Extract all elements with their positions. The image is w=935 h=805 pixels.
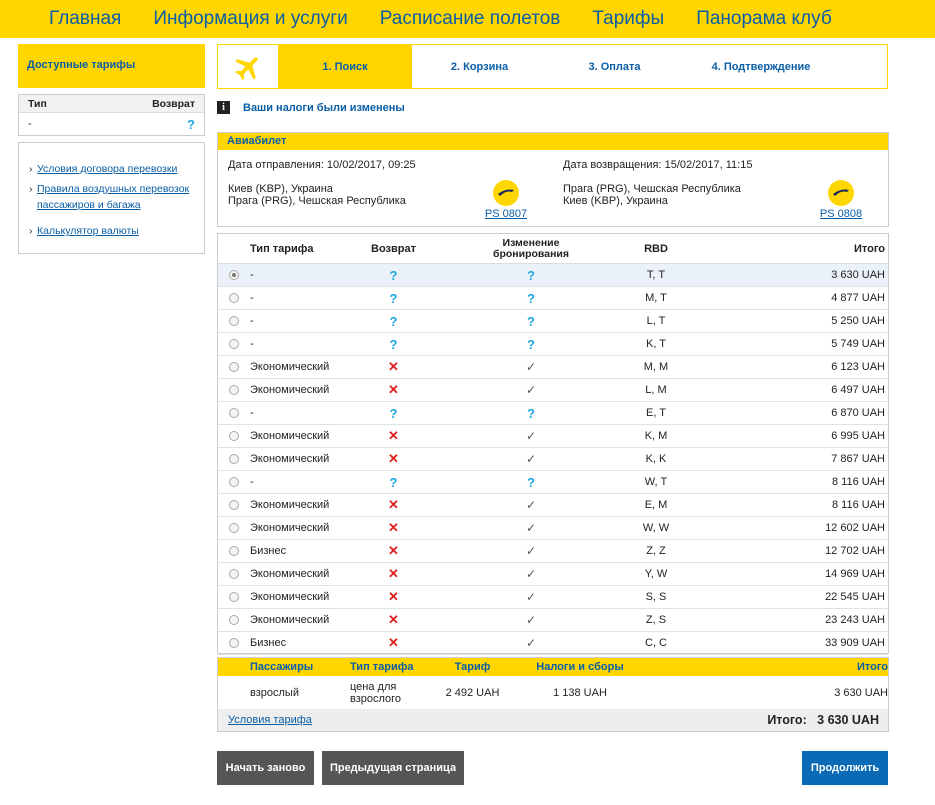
fare-radio[interactable] [229,638,239,648]
fare-row[interactable] [218,333,888,356]
change-check-icon: ✓ [525,567,537,581]
fare-price: 33 909 UAH [825,637,885,649]
fare-radio[interactable] [229,500,239,510]
outbound-flight [484,180,528,220]
fare-radio[interactable] [229,293,239,303]
fare-row[interactable] [218,471,888,494]
grand-total-value: 3 630 UAH [817,713,879,727]
inbound-leg [563,159,863,220]
summary-fare-type-line1: цена для [350,680,397,693]
change-question-icon[interactable]: ? [527,405,535,421]
summary-col-taxes: Налоги и сборы [536,661,624,673]
fare-price: 6 995 UAH [831,430,885,442]
fare-rbd: K, M [644,430,668,442]
fares-table-header [218,234,888,264]
grand-total [767,713,879,727]
airline-logo-icon [493,180,519,206]
fare-price: 8 116 UAH [832,476,885,488]
change-question-icon[interactable]: ? [527,290,535,306]
link-currency-calculator[interactable]: Калькулятор валюты [37,225,139,237]
fare-radio[interactable] [229,615,239,625]
nav-item-fares[interactable]: Тарифы [592,8,665,29]
fare-type: Экономический [250,453,330,465]
change-question-icon[interactable]: ? [527,267,535,283]
fare-price: 12 702 UAH [825,545,885,557]
fare-type: Экономический [250,591,330,603]
fares-table [217,233,889,654]
fare-price: 5 749 UAH [831,338,885,350]
fare-row[interactable] [218,632,888,655]
fare-price: 8 116 UAH [832,499,885,511]
taxes-notice [217,101,405,114]
fare-rbd: W, W [642,522,670,534]
fare-rbd: M, M [643,361,669,373]
fare-row[interactable] [218,425,888,448]
fare-type: - [250,269,254,281]
fare-row[interactable] [218,563,888,586]
fare-rbd: K, K [645,453,667,465]
fare-row[interactable] [218,264,888,287]
sidebar-col-type: Тип [28,97,47,110]
refund-cross-icon: ✕ [388,359,399,374]
nav-item-home[interactable]: Главная [49,8,122,29]
refund-cross-icon: ✕ [388,589,399,604]
col-refund: Возврат [371,242,416,255]
fare-price: 22 545 UAH [825,591,885,603]
fare-radio[interactable] [229,592,239,602]
fare-rbd: S, S [645,591,667,603]
grand-total-label: Итого: [767,713,807,727]
refund-cross-icon: ✕ [388,612,399,627]
change-question-icon[interactable]: ? [527,474,535,490]
step-confirmation: 4. Подтверждение [711,60,811,73]
sidebar-link-item [29,161,194,177]
fare-rbd: L, T [646,315,666,327]
change-check-icon: ✓ [525,544,537,558]
change-question-icon[interactable]: ? [527,313,535,329]
sidebar-fare-table [18,94,205,136]
refund-question-icon[interactable]: ? [389,267,398,283]
fare-row[interactable] [218,540,888,563]
fare-radio[interactable] [229,362,239,372]
summary-col-fare: Тариф [454,661,491,673]
change-check-icon: ✓ [525,590,537,604]
ticket-panel [217,132,889,227]
refund-cross-icon: ✕ [388,543,399,558]
change-check-icon: ✓ [525,360,537,374]
fare-row[interactable] [218,586,888,609]
fare-rbd: E, T [646,407,666,419]
fare-price: 14 969 UAH [825,568,885,580]
fare-rbd: E, M [644,499,668,511]
step-payment: 3. Оплата [588,60,641,73]
summary-passengers: взрослый [250,686,299,699]
refund-cross-icon: ✕ [388,520,399,535]
fare-rows [218,264,888,655]
info-icon: i [217,101,230,114]
summary-taxes: 1 138 UAH [553,686,607,699]
change-check-icon: ✓ [525,383,537,397]
question-icon[interactable]: ? [187,116,195,132]
summary-col-fare-type: Тип тарифа [350,661,414,673]
fare-type: Бизнес [250,545,287,557]
fare-row[interactable] [218,287,888,310]
fare-rbd: K, T [646,338,666,350]
change-check-icon: ✓ [525,613,537,627]
fare-price: 5 250 UAH [831,315,885,327]
outbound-from: Киев (KBP), Украина [228,183,333,195]
continue-button[interactable]: Продолжить [802,751,888,785]
fare-price: 23 243 UAH [825,614,885,626]
fare-rbd: L, M [645,384,667,396]
fare-rbd: Z, Z [646,545,666,557]
price-summary [217,657,889,732]
fare-price: 6 497 UAH [831,384,885,396]
fare-type: - [250,315,254,327]
fare-type: Экономический [250,430,330,442]
change-check-icon: ✓ [525,452,537,466]
booking-steps [217,44,888,89]
refund-cross-icon: ✕ [388,428,399,443]
col-total: Итого [853,242,885,255]
fare-terms-link[interactable]: Условия тарифа [228,714,312,726]
fare-type: Экономический [250,568,330,580]
summary-header [218,658,888,676]
fare-price: 6 123 UAH [831,361,885,373]
fare-row[interactable] [218,609,888,632]
summary-fare: 2 492 UAH [445,686,500,699]
refund-question-icon[interactable]: ? [389,474,398,490]
restart-button[interactable]: Начать заново [217,751,314,785]
fare-radio[interactable] [229,431,239,441]
sidebar-links [18,142,205,254]
fare-price: 3 630 UAH [831,269,885,281]
fare-row[interactable] [218,494,888,517]
col-fare-type: Тип тарифа [250,242,314,255]
fare-rbd: Z, S [645,614,667,626]
sidebar-title: Доступные тарифы [18,44,205,88]
fare-radio[interactable] [229,385,239,395]
refund-question-icon[interactable]: ? [389,313,398,329]
nav-item-info[interactable]: Информация и услуги [153,8,348,29]
fare-row[interactable] [218,402,888,425]
refund-question-icon[interactable]: ? [389,290,398,306]
refund-cross-icon: ✕ [388,635,399,650]
previous-page-button[interactable]: Предыдущая страница [322,751,464,785]
fare-radio[interactable] [229,477,239,487]
ticket-title: Авиабилет [218,133,888,150]
fare-type: Экономический [250,384,330,396]
refund-cross-icon: ✕ [388,382,399,397]
nav-item-schedule[interactable]: Расписание полетов [379,8,561,29]
fare-rbd: T, T [646,269,666,281]
top-navigation [0,0,935,38]
change-check-icon: ✓ [525,636,537,650]
fare-radio[interactable] [229,316,239,326]
fare-type: Экономический [250,361,330,373]
fare-rbd: M, T [645,292,667,304]
link-carriage-contract[interactable]: Условия договора перевозки [37,163,178,175]
notice-text: Ваши налоги были изменены [243,101,405,114]
fare-type: Экономический [250,499,330,511]
fare-type: - [250,476,254,488]
fare-price: 12 602 UAH [825,522,885,534]
departure-date: Дата отправления: 10/02/2017, 09:25 [228,159,416,171]
sidebar-link-item [29,223,194,239]
col-change-line1: Изменение [502,236,560,249]
col-rbd: RBD [644,242,668,255]
flight-link-outbound[interactable]: PS 0807 [484,208,528,220]
fare-price: 6 870 UAH [831,407,885,419]
fare-type: Экономический [250,522,330,534]
link-carriage-rules-line1[interactable]: Правила воздушных перевозок [37,183,190,195]
refund-cross-icon: ✕ [388,451,399,466]
refund-question-icon[interactable]: ? [389,336,398,352]
bullet-arrow-icon: › [29,225,33,237]
fare-row[interactable] [218,310,888,333]
outbound-to: Прага (PRG), Чешская Республика [228,195,406,207]
inbound-flight [819,180,863,220]
sidebar-row-type: - [28,118,32,130]
inbound-from: Прага (PRG), Чешская Республика [563,183,741,195]
change-check-icon: ✓ [525,521,537,535]
fare-radio[interactable] [229,454,239,464]
summary-row [218,676,888,709]
step-cart: 2. Корзина [450,60,509,73]
fare-row[interactable] [218,448,888,471]
bullet-arrow-icon: › [29,163,33,175]
plane-icon [218,45,278,88]
summary-fare-type [350,681,440,705]
summary-fare-type-line2: взрослого [350,692,402,705]
flight-link-inbound[interactable]: PS 0808 [819,208,863,220]
inbound-to: Киев (KBP), Украина [563,195,668,207]
summary-col-passengers: Пассажиры [250,661,314,673]
summary-col-total: Итого [856,661,888,673]
fare-rbd: Y, W [644,568,668,580]
change-check-icon: ✓ [525,429,537,443]
fare-radio[interactable] [229,523,239,533]
link-carriage-rules-line2[interactable]: пассажиров и багажа [37,199,141,211]
refund-cross-icon: ✕ [388,566,399,581]
fare-row[interactable] [218,517,888,540]
fare-radio[interactable] [229,546,239,556]
change-check-icon: ✓ [525,498,537,512]
fare-type: - [250,338,254,350]
summary-total: 3 630 UAH [834,686,888,699]
refund-question-icon[interactable]: ? [389,405,398,421]
summary-footer [218,709,888,731]
fare-price: 4 877 UAH [831,292,885,304]
refund-cross-icon: ✕ [388,497,399,512]
fare-type: - [250,407,254,419]
fare-price: 7 867 UAH [831,453,885,465]
change-question-icon[interactable]: ? [527,336,535,352]
nav-item-club[interactable]: Панорама клуб [696,8,832,29]
outbound-leg [228,159,528,220]
fare-rbd: C, C [645,637,667,649]
fare-type: Бизнес [250,637,287,649]
fare-radio[interactable] [229,569,239,579]
fare-row[interactable] [218,379,888,402]
sidebar-col-refund: Возврат [152,97,195,110]
sidebar-link-item [29,181,194,213]
bullet-arrow-icon: › [29,183,33,195]
fare-type: - [250,292,254,304]
fare-rbd: W, T [644,476,668,488]
fare-row[interactable] [218,356,888,379]
sidebar-table-header [19,95,204,113]
step-search: 1. Поиск [278,45,412,88]
return-date: Дата возвращения: 15/02/2017, 11:15 [563,159,753,171]
col-change-line2: бронирования [492,247,570,260]
fare-radio[interactable] [229,408,239,418]
col-change [441,238,621,260]
fare-radio[interactable] [229,339,239,349]
airline-logo-icon [828,180,854,206]
sidebar-table-row [19,113,204,135]
link-carriage-rules[interactable] [37,181,189,213]
fare-radio[interactable] [229,270,239,280]
fare-type: Экономический [250,614,330,626]
